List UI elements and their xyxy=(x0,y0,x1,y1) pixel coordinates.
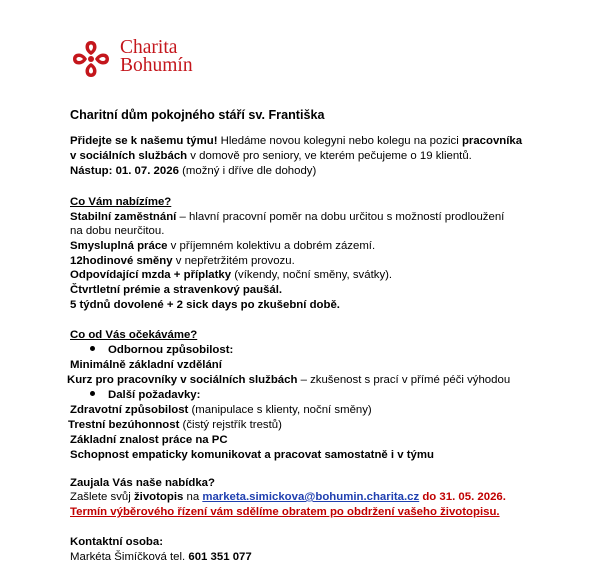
apply-cv: životopis xyxy=(133,491,184,503)
offer-item-1-cont: na dobu neurčitou. xyxy=(70,225,165,237)
intro-position: pracovníka xyxy=(461,135,523,147)
intro-text-1: Hledáme novou kolegyni nebo kolegu na pozici xyxy=(217,135,462,147)
expect-req-3-bold: Zdravotní způsobilost xyxy=(70,404,189,416)
expect-req-4-bold: Trestní bezúhonnost xyxy=(68,419,180,431)
expect-bullet-2 xyxy=(90,388,200,403)
apply-deadline: do 31. 05. 2026. xyxy=(419,491,506,503)
intro-line-2 xyxy=(70,149,472,164)
offer-item-2 xyxy=(70,239,375,254)
apply-heading: Zaujala Vás naše nabídka? xyxy=(70,477,215,489)
logo-line-2: Bohumín xyxy=(120,55,193,76)
apply-note: Termín výběrového řízení vám sdělíme obratem po obdržení vašeho životopisu. xyxy=(70,506,500,518)
expect-req-3 xyxy=(70,403,372,418)
start-date: Nástup: 01. 07. 2026 xyxy=(70,165,179,177)
charita-cross-icon xyxy=(70,38,112,80)
apply-text-2: na xyxy=(183,491,203,503)
expect-bullet-2-label: Další požadavky: xyxy=(108,389,201,401)
offer-heading: Co Vám nabízíme? xyxy=(70,196,172,208)
intro-text-2: v domově pro seniory, ve kterém pečujeme o 19 klientů. xyxy=(187,150,472,162)
expect-req-6: Schopnost empaticky komunikovat a pracovat samostatně i v týmu xyxy=(70,449,434,461)
offer-item-5: Čtvrtletní prémie a stravenkový paušál. xyxy=(70,284,283,296)
contact-name: Markéta Šimíčková tel. xyxy=(70,551,189,563)
expect-req-4 xyxy=(68,418,282,433)
logo-text xyxy=(120,39,193,75)
offer-item-4 xyxy=(70,268,392,283)
apply-text-1: Zašlete svůj xyxy=(70,491,134,503)
intro-start xyxy=(70,164,316,179)
intro-join-team: Přidejte se k našemu týmu! xyxy=(70,135,218,147)
offer-item-3 xyxy=(70,254,295,269)
expect-req-4-text: (čistý rejstřík trestů) xyxy=(179,419,282,431)
intro-line-1 xyxy=(70,134,522,149)
offer-item-3-text: v nepřetržitém provozu. xyxy=(172,255,295,267)
offer-item-4-text: (víkendy, noční směny, svátky). xyxy=(231,269,393,281)
offer-item-1-bold: Stabilní zaměstnání xyxy=(70,211,177,223)
offer-item-1 xyxy=(70,210,504,225)
expect-req-5: Základní znalost práce na PC xyxy=(70,434,228,446)
expect-req-2-text: – zkušenost s prací v přímé péči výhodou xyxy=(297,374,511,386)
offer-item-2-bold: Smysluplná práce xyxy=(70,240,168,252)
bullet-icon xyxy=(90,391,95,396)
email-link[interactable]: marketa.simickova@bohumin.charita.cz xyxy=(202,491,420,503)
contact-phone: 601 351 077 xyxy=(188,551,252,563)
contact-line xyxy=(70,550,252,565)
expect-heading: Co od Vás očekáváme? xyxy=(70,329,198,341)
offer-item-3-bold: 12hodinové směny xyxy=(70,255,173,267)
apply-line xyxy=(70,490,506,505)
expect-bullet-1 xyxy=(90,343,233,358)
offer-item-6: 5 týdnů dovolené + 2 sick days po zkušební době. xyxy=(70,299,340,311)
expect-req-2-bold: Kurz pro pracovníky v sociálních službách xyxy=(67,374,298,386)
expect-req-3-text: (manipulace s klienty, noční směny) xyxy=(188,404,372,416)
logo-line-1: Charita xyxy=(120,37,178,58)
intro-position-cont: v sociálních službách xyxy=(70,150,188,162)
contact-heading: Kontaktní osoba: xyxy=(70,536,164,548)
offer-item-2-text: v příjemném kolektivu a dobrém zázemí. xyxy=(167,240,376,252)
expect-bullet-1-label: Odbornou způsobilost: xyxy=(108,344,234,356)
start-note: (možný i dříve dle dohody) xyxy=(178,165,317,177)
expect-req-1: Minimálně základní vzdělání xyxy=(70,359,222,371)
offer-item-1-text: – hlavní pracovní poměr na dobu určitou s možností prodloužení xyxy=(176,211,505,223)
expect-req-2 xyxy=(67,373,510,388)
page-title: Charitní dům pokojného stáří sv. Františka xyxy=(70,108,325,122)
offer-item-4-bold: Odpovídající mzda + příplatky xyxy=(70,269,232,281)
bullet-icon xyxy=(90,346,95,351)
